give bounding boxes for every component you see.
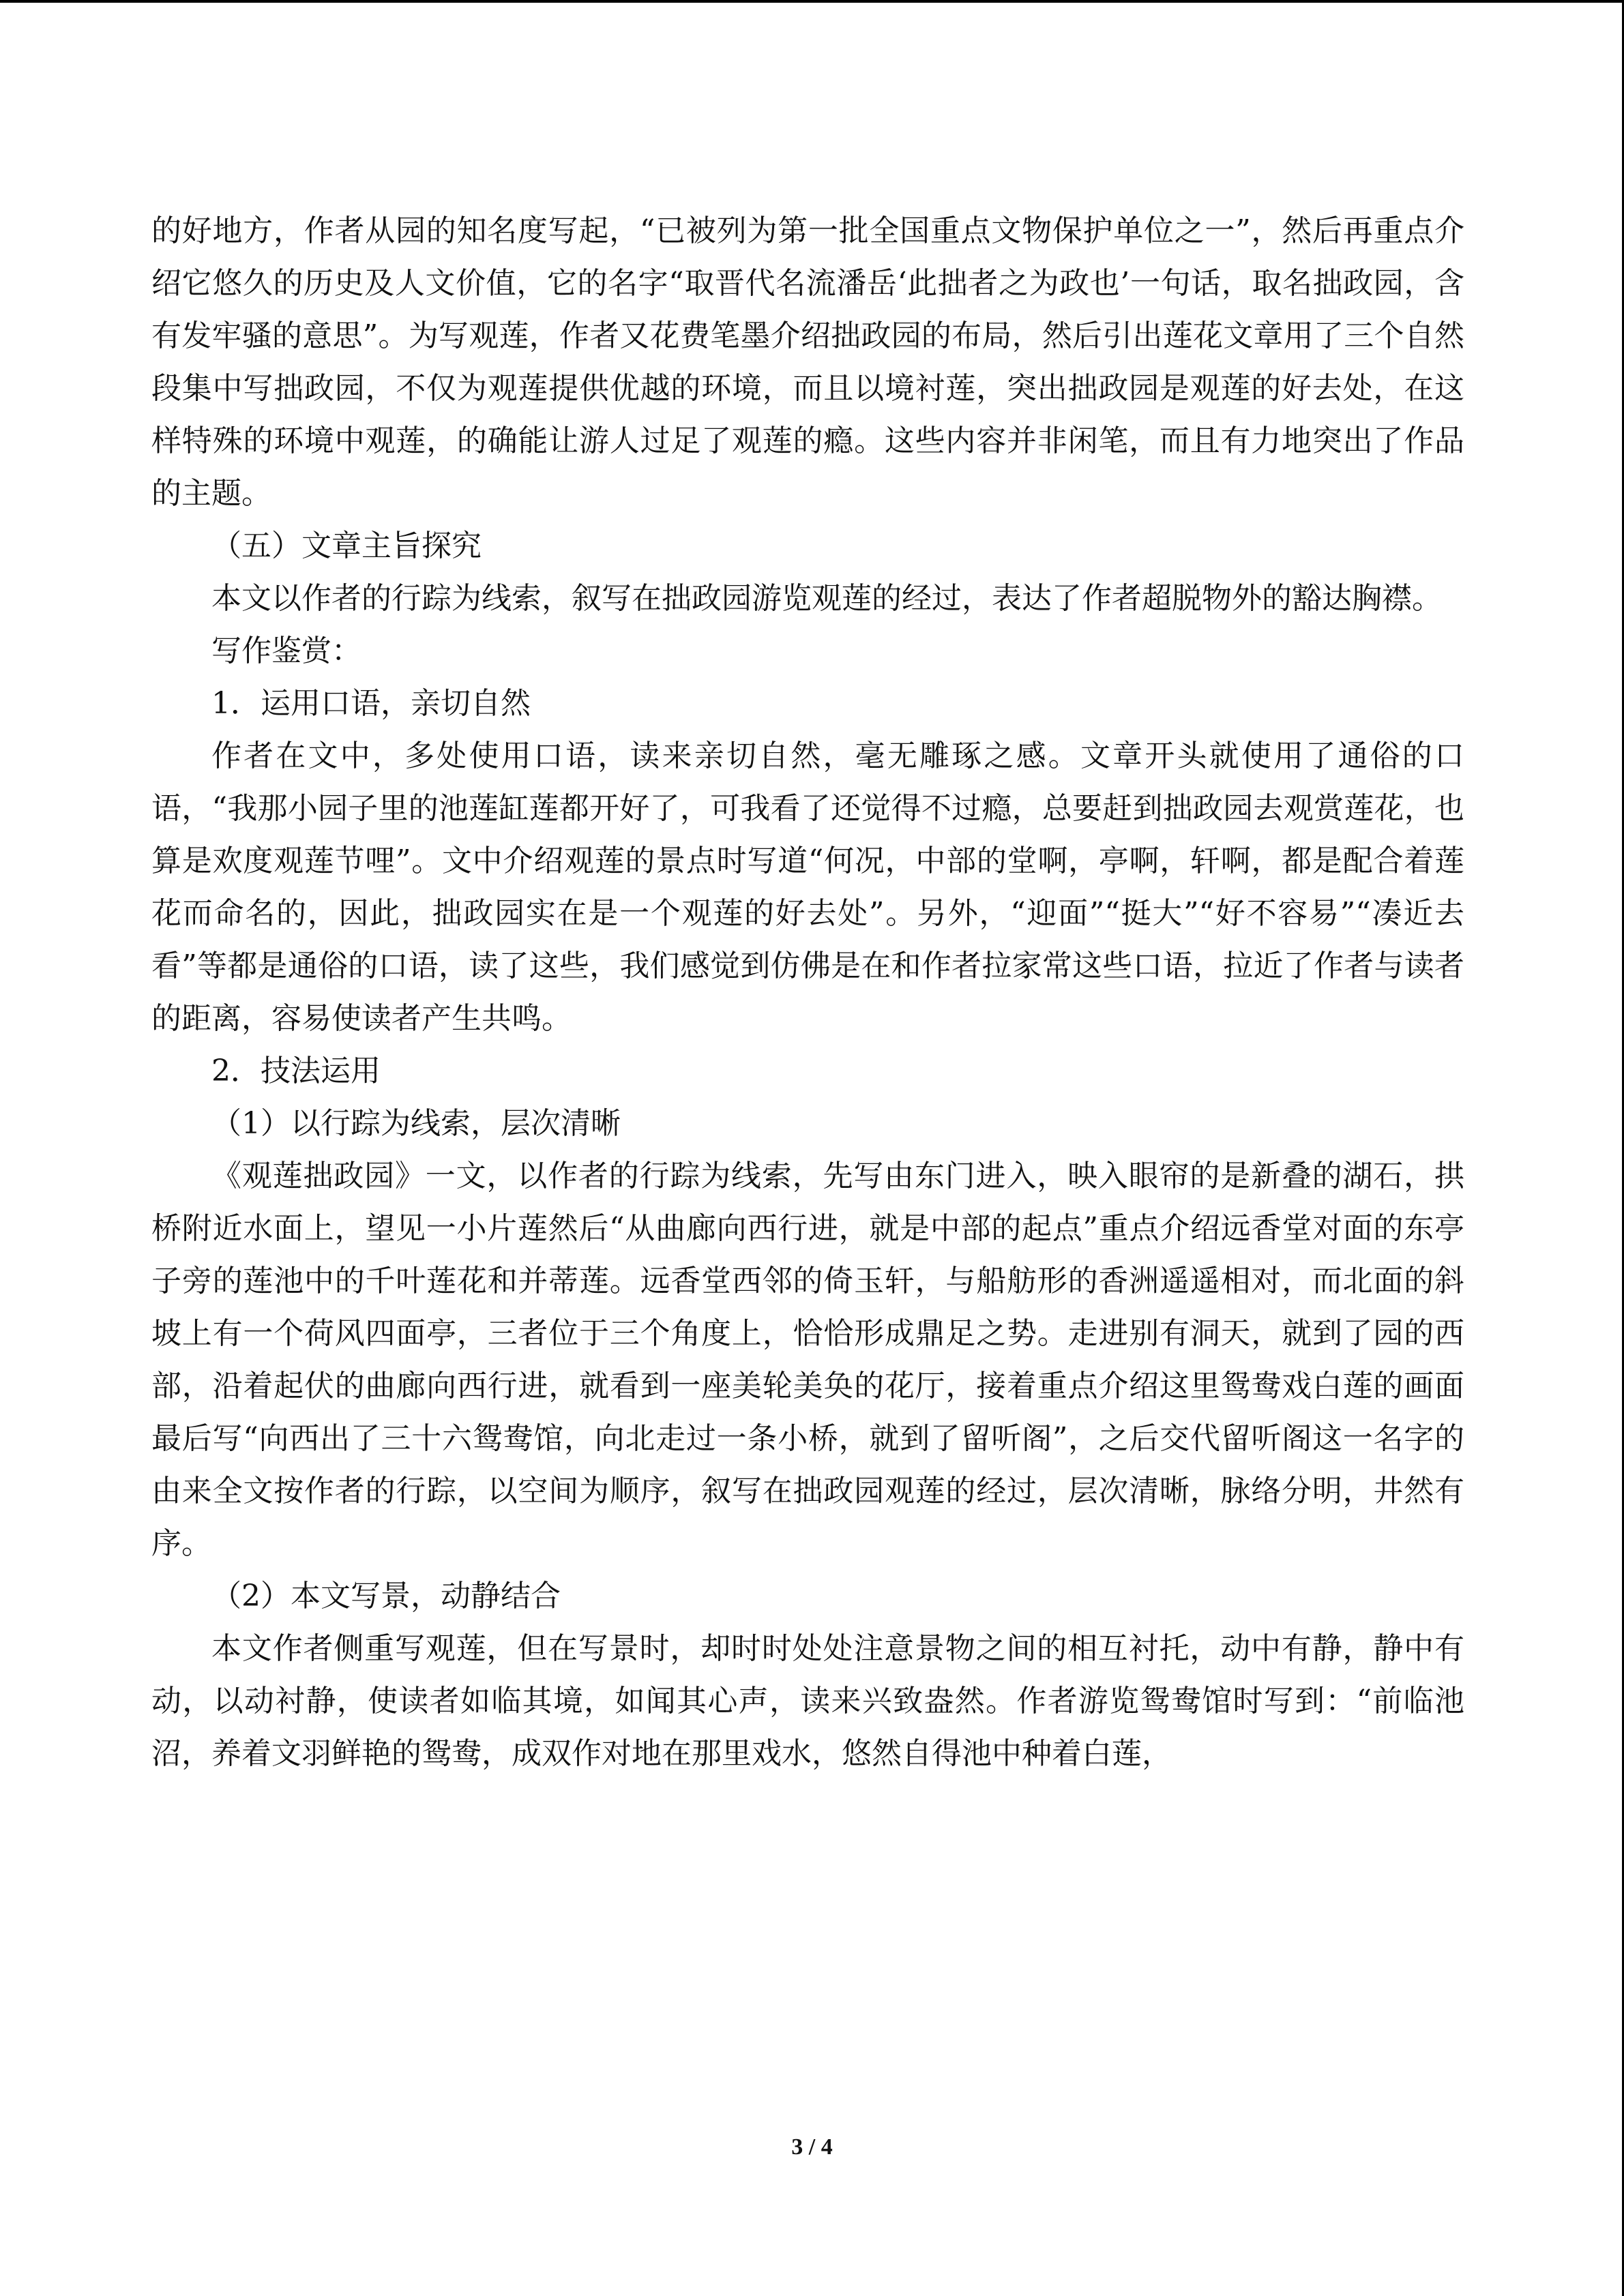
page-number: 3 / 4 (791, 2134, 833, 2160)
paragraph-zhuozhengyuan-intro: 的好地方，作者从园的知名度写起，“已被列为第一批全国重点文物保护单位之一”，然后再重点介绍它悠久的历史及人文价值，它的名字“取晋代名流潘岳‘此拙者之为政也’一句话，取名拙政园，含有发牢骚的意思”。为写观莲，作者又花费笔墨介绍拙政园的布局，然后引出莲花文章用了三个自然段集中写拙政园，不仅为观莲提供优越的环境，而且以境衬莲，突出拙政园是观莲的好去处，在这样特殊的环境中观莲，的确能让游人过足了观莲的瘾。这些内容并非闲笔，而且有力地突出了作品的主题。 (151, 213, 1464, 511)
heading-subpoint-2: （2）本文写景，动静结合 (211, 1579, 561, 1613)
paragraph-colloquial: 作者在文中，多处使用口语，读来亲切自然，毫无雕琢之感。文章开头就使用了通俗的口语，“我那小园子里的池莲缸莲都开好了，可我看了还觉得不过瘾，总要赶到拙政园去观赏莲花，也算是欢度观莲节哩”。文中介绍观莲的景点时写道“何况，中部的堂啊，亭啊，轩啊，都是配合着莲花而命名的，因此，拙政园实在是一个观莲的好去处”。另外，“迎面”“挺大”“好不容易”“凑近去看”等都是通俗的口语，读了这些，我们感觉到仿佛是在和作者拉家常这些口语，拉近了作者与读者的距离，容易使读者产生共鸣。 (151, 739, 1465, 1036)
heading-subpoint-1: （1）以行踪为线索，层次清晰 (211, 1106, 621, 1141)
paragraph-theme: 本文以作者的行踪为线索，叙写在拙政园游览观莲的经过，表达了作者超脱物外的豁达胸襟。 (211, 581, 1442, 616)
heading-section-five: （五）文章主旨探究 (211, 528, 482, 563)
paragraph-motion-stillness: 本文作者侧重写观莲，但在写景时，却时时处处注意景物之间的相互衬托，动中有静，静中有动，以动衬静，使读者如临其境，如闻其心声，读来兴致盎然。作者游览鸳鸯馆时写到：“前临池沼，养着文羽鲜艳的鸳鸯，成双作对地在那里戏水，悠然自得池中种着白莲， (151, 1631, 1464, 1771)
heading-point-1: 1．运用口语，亲切自然 (211, 686, 531, 721)
heading-writing-appreciation: 写作鉴赏： (211, 633, 361, 668)
heading-point-2: 2．技法运用 (211, 1054, 381, 1088)
document-body (151, 205, 1464, 1780)
paragraph-route-clue: 《观莲拙政园》一文，以作者的行踪为线索，先写由东门进入，映入眼帘的是新叠的湖石，拱桥附近水面上，望见一小片莲然后“从曲廊向西行进，就是中部的起点”重点介绍远香堂对面的东亭子旁的莲池中的千叶莲花和并蒂莲。远香堂西邻的倚玉轩，与船舫形的香洲遥遥相对，而北面的斜坡上有一个荷风四面亭，三者位于三个角度上，恰恰形成鼎足之势。走进别有洞天，就到了园的西部，沿着起伏的曲廊向西行进，就看到一座美轮美奂的花厅，接着重点介绍这里鸳鸯戏白莲的画面最后写“向西出了三十六鸳鸯馆，向北走过一条小桥，就到了留听阁”，之后交代留听阁这一名字的由来全文按作者的行踪，以空间为顺序，叙写在拙政园观莲的经过，层次清晰，脉络分明，井然有序。 (151, 1159, 1465, 1561)
page-top-border (0, 0, 1624, 3)
